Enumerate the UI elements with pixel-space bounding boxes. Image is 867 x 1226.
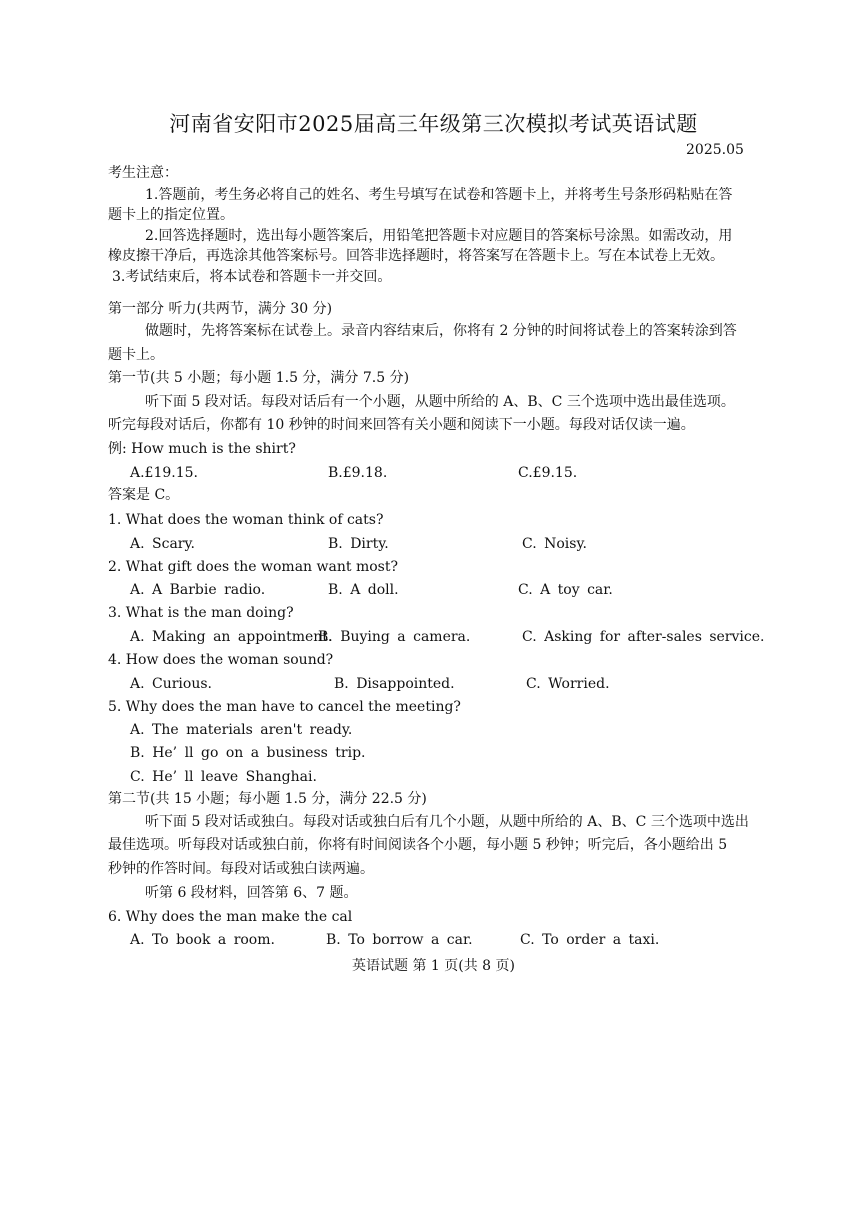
section1-intro-line-1: 听下面 5 段对话。每段对话后有一个小题，从题中所给的 A、B、C 三个选项中选出最佳选项。 (145, 394, 735, 410)
question-2-option-a: A. A Barbie radio. (130, 582, 266, 598)
question-4-option-c: C. Worried. (526, 676, 610, 692)
section2-intro-line-2: 最佳选项。听每段对话或独白前，你将有时间阅读各个小题，每小题 5 秒钟；听完后，各小题给出 5 (108, 837, 728, 853)
question-5: 5. Why does the man have to cancel the meeting? (108, 699, 461, 715)
question-6-option-a: A. To book a room. (130, 932, 275, 948)
example-option-b: B.£9.18. (328, 465, 388, 481)
example-option-c: C.£9.15. (518, 465, 578, 481)
page-footer: 英语试题 第 1 页(共 8 页) (352, 958, 515, 974)
section1-intro-line-2: 听完每段对话后，你都有 10 秒钟的时间来回答有关小题和阅读下一小题。每段对话仅读一遍。 (108, 417, 695, 433)
notice-item-2-line-2: 橡皮擦干净后，再选涂其他答案标号。回答非选择题时，将答案写在答题卡上。写在本试卷上无效。 (108, 248, 724, 264)
question-3-option-b: B. Buying a camera. (318, 629, 471, 645)
notice-item-3: 3.考试结束后，将本试卷和答题卡一并交回。 (112, 269, 392, 285)
page-title: 河南省安阳市2025届高三年级第三次模拟考试英语试题 (169, 112, 698, 136)
question-3-option-c: C. Asking for after-sales service. (522, 629, 765, 645)
part1-intro-line-2: 题卡上。 (108, 347, 164, 363)
question-6-option-c: C. To order a taxi. (520, 932, 660, 948)
question-1-option-a: A. Scary. (130, 536, 195, 552)
question-1-option-c: C. Noisy. (522, 536, 587, 552)
section2-intro-line-3: 秒钟的作答时间。每段对话或独白读两遍。 (108, 861, 374, 877)
exam-date: 2025.05 (686, 142, 744, 158)
question-6: 6. Why does the man make the cal (108, 909, 353, 925)
example-answer: 答案是 C。 (108, 487, 180, 503)
question-2-option-b: B. A doll. (328, 582, 399, 598)
notice-item-1-line-2: 题卡上的指定位置。 (108, 207, 234, 223)
notice-item-2-line-1: 2.回答选择题时，选出每小题答案后，用铅笔把答题卡对应题目的答案标号涂黑。如需改动，用 (145, 228, 733, 244)
question-1-option-b: B. Dirty. (328, 536, 389, 552)
question-5-option-c: C. He’ ll leave Shanghai. (130, 769, 317, 785)
question-4-option-b: B. Disappointed. (334, 676, 455, 692)
part1-intro-line-1: 做题时，先将答案标在试卷上。录音内容结束后，你将有 2 分钟的时间将试卷上的答案转涂到答 (145, 323, 737, 339)
section1-heading: 第一节(共 5 小题；每小题 1.5 分，满分 7.5 分) (108, 370, 410, 386)
question-3: 3. What is the man doing? (108, 605, 294, 621)
section2-heading: 第二节(共 15 小题；每小题 1.5 分，满分 22.5 分) (108, 791, 427, 807)
example-option-a: A.£19.15. (130, 465, 198, 481)
question-5-option-b: B. He’ ll go on a business trip. (130, 745, 366, 761)
question-4-option-a: A. Curious. (130, 676, 212, 692)
section2-intro-line-1: 听下面 5 段对话或独白。每段对话或独白后有几个小题，从题中所给的 A、B、C 三个选项中选出 (145, 814, 749, 830)
notice-heading: 考生注意： (108, 165, 178, 181)
question-3-option-a: A. Making an appointment. (130, 629, 333, 645)
question-4: 4. How does the woman sound? (108, 652, 334, 668)
question-5-option-a: A. The materials aren't ready. (130, 722, 353, 738)
question-1: 1. What does the woman think of cats? (108, 512, 384, 528)
notice-item-1-line-1: 1.答题前，考生务必将自己的姓名、考生号填写在试卷和答题卡上，并将考生号条形码粘贴在答 (145, 187, 733, 203)
question-2-option-c: C. A toy car. (518, 582, 613, 598)
question-6-option-b: B. To borrow a car. (326, 932, 473, 948)
part1-heading: 第一部分 听力(共两节，满分 30 分) (108, 301, 333, 317)
question-2: 2. What gift does the woman want most? (108, 559, 398, 575)
material-6-instruction: 听第 6 段材料，回答第 6、7 题。 (145, 885, 358, 901)
example-question: 例: How much is the shirt? (108, 441, 296, 457)
